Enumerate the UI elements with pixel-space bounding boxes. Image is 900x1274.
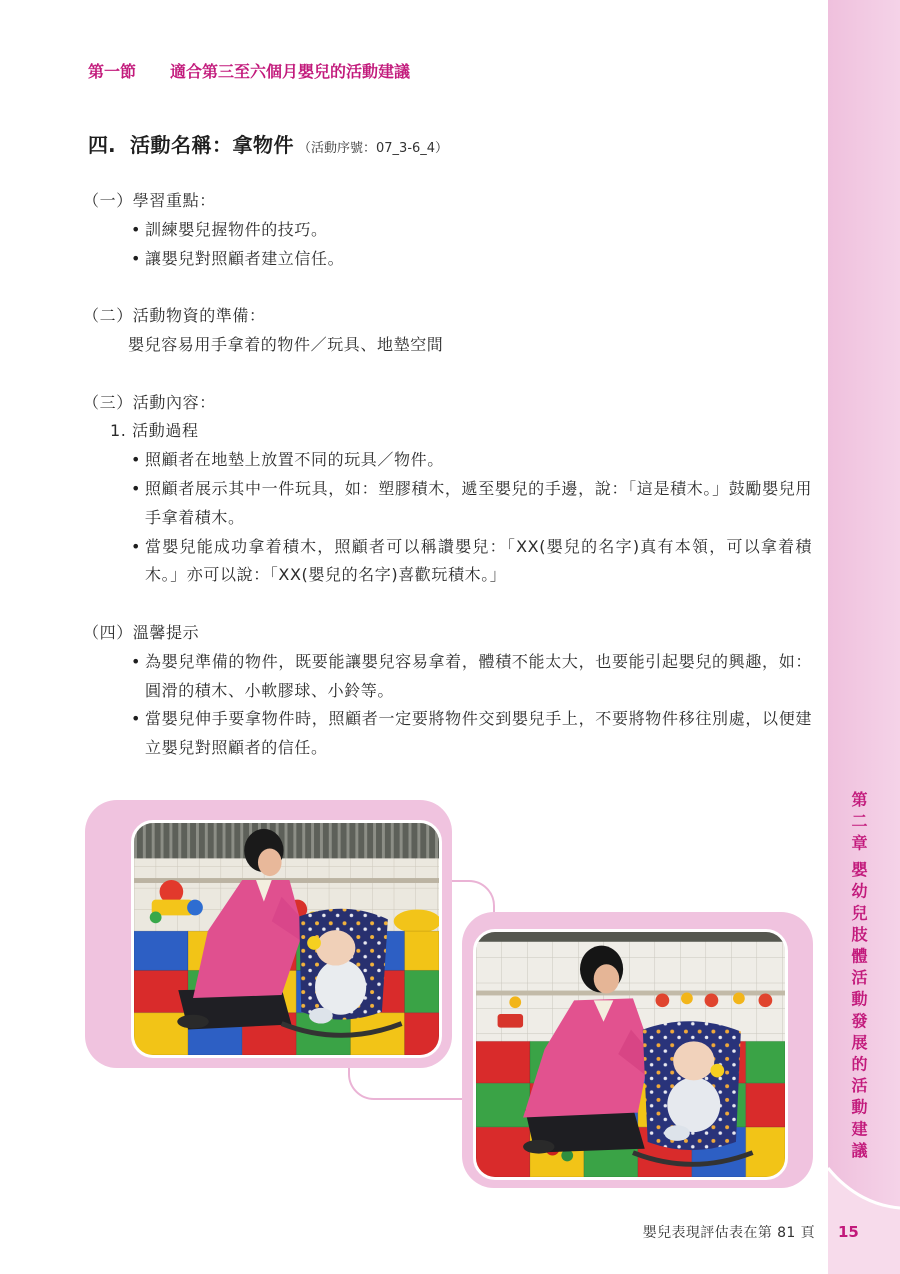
photo-1-scene <box>134 823 439 1055</box>
toy-ball <box>307 936 321 950</box>
content-step-title: 1. 活動過程 <box>110 421 199 441</box>
learning-focus-heading: （一）學習重點： <box>83 191 216 210</box>
activity-code: （活動序號：07_3-6_4） <box>298 141 449 156</box>
materials-heading: （二）活動物資的準備： <box>83 306 266 326</box>
page-number: 15 <box>838 1223 859 1241</box>
section-header <box>88 61 410 83</box>
activity-name: 活動名稱：拿物件 <box>130 133 294 157</box>
tips-list <box>145 648 812 763</box>
materials-section <box>0 302 828 360</box>
materials-text: 嬰兒容易用手拿着的物件／玩具、地墊空間 <box>128 334 444 354</box>
section-title: 適合第三至六個月嬰兒的活動建議 <box>170 62 411 81</box>
assessment-reference: 嬰兒表現評估表在第 81 頁 <box>642 1225 815 1241</box>
chapter-title-vertical <box>848 791 868 1163</box>
content-section <box>0 389 828 591</box>
photo-2-scene <box>476 932 785 1177</box>
chapter-label: 第二章 <box>849 791 868 856</box>
content-heading: （三）活動內容： <box>83 392 216 412</box>
learning-focus-list <box>145 216 812 274</box>
tips-heading: （四）溫馨提示 <box>83 622 200 642</box>
section-label: 第一節 <box>88 62 137 81</box>
activity-photo-2 <box>473 929 788 1180</box>
list-item: • 當嬰兒伸手要拿物件時，照顧者一定要將物件交到嬰兒手上，不要將物件移往別處，以便建立嬰兒對照顧者的信任。 <box>145 705 812 763</box>
activity-title <box>88 131 448 163</box>
list-item: • 當嬰兒能成功拿着積木，照顧者可以稱讚嬰兒：「XX(嬰兒的名字)真有本領，可以拿着積木。」亦可以說：「XX(嬰兒的名字)喜歡玩積木。」 <box>145 533 812 591</box>
list-item: • 為嬰兒準備的物件，既要能讓嬰兒容易拿着，體積不能太大，也要能引起嬰兒的興趣，如：圓滑的積木、小軟膠球、小鈴等。 <box>145 648 812 706</box>
activity-photo-1 <box>131 820 442 1058</box>
list-item: • 訓練嬰兒握物件的技巧。 <box>145 216 812 245</box>
toy-ball <box>710 1064 724 1078</box>
list-item: • 照顧者展示其中一件玩具，如：塑膠積木，遞至嬰兒的手邊，說：「這是積木。」鼓勵嬰兒用手拿着積木。 <box>145 475 812 533</box>
learning-focus-section <box>0 187 828 273</box>
activity-body <box>0 187 828 763</box>
tips-section <box>0 619 828 763</box>
list-item: • 照顧者在地墊上放置不同的玩具／物件。 <box>145 446 812 475</box>
chapter-title: 嬰幼兒肢體活動發展的活動建議 <box>849 860 868 1164</box>
list-item: • 讓嬰兒對照顧者建立信任。 <box>145 245 812 274</box>
content-list <box>145 446 812 590</box>
activity-number: 四. <box>88 133 116 157</box>
